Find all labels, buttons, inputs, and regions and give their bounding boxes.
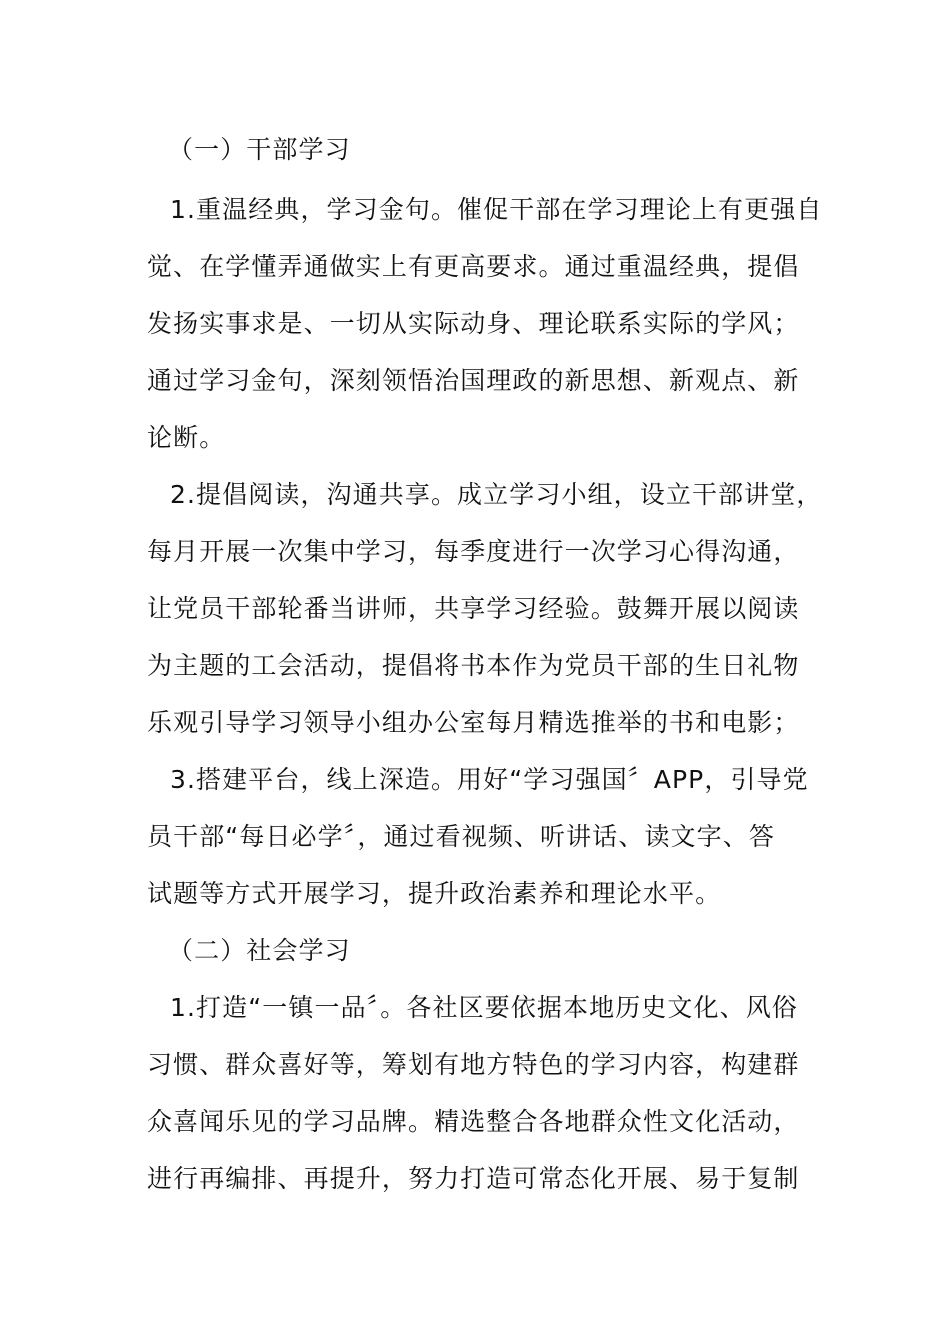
paragraph-line: 1.重温经典，学习金句。催促干部在学习理论上有更强自 (170, 195, 823, 224)
paragraph-line: 每月开展一次集中学习，每季度进行一次学习心得沟通， (147, 537, 800, 566)
paragraph-line: 员干部“每日必学〞，通过看视频、听讲话、读文字、答 (147, 822, 775, 851)
paragraph-line: 为主题的工会活动，提倡将书本作为党员干部的生日礼物 (147, 651, 800, 680)
paragraph-line: 众喜闻乐见的学习品牌。精选整合各地群众性文化活动， (147, 1107, 800, 1136)
paragraph-line: 觉、在学懂弄通做实上有更高要求。通过重温经典，提倡 (147, 252, 800, 281)
section-heading-social-study: （二）社会学习 (168, 936, 351, 965)
paragraph-line: 3.搭建平台，线上深造。用好“学习强国〞APP，引导党 (170, 765, 809, 794)
paragraph-line: 通过学习金句，深刻领悟治国理政的新思想、新观点、新 (147, 366, 800, 395)
paragraph-line: 让党员干部轮番当讲师，共享学习经验。鼓舞开展以阅读 (147, 594, 800, 623)
paragraph-line: 发扬实事求是、一切从实际动身、理论联系实际的学风； (147, 309, 800, 338)
paragraph-line: 1.打造“一镇一品〞。各社区要依据本地历史文化、风俗 (170, 993, 798, 1022)
paragraph-line: 乐观引导学习领导小组办公室每月精选推举的书和电影； (147, 708, 800, 737)
paragraph-line: 论断。 (147, 423, 226, 452)
section-heading-cadre-study: （一）干部学习 (168, 135, 351, 164)
paragraph-line: 2.提倡阅读，沟通共享。成立学习小组，设立干部讲堂， (170, 480, 823, 509)
paragraph-line: 习惯、群众喜好等，筹划有地方特色的学习内容，构建群 (147, 1050, 800, 1079)
paragraph-line: 进行再编排、再提升，努力打造可常态化开展、易于复制 (147, 1164, 800, 1193)
paragraph-line: 试题等方式开展学习，提升政治素养和理论水平。 (147, 879, 722, 908)
